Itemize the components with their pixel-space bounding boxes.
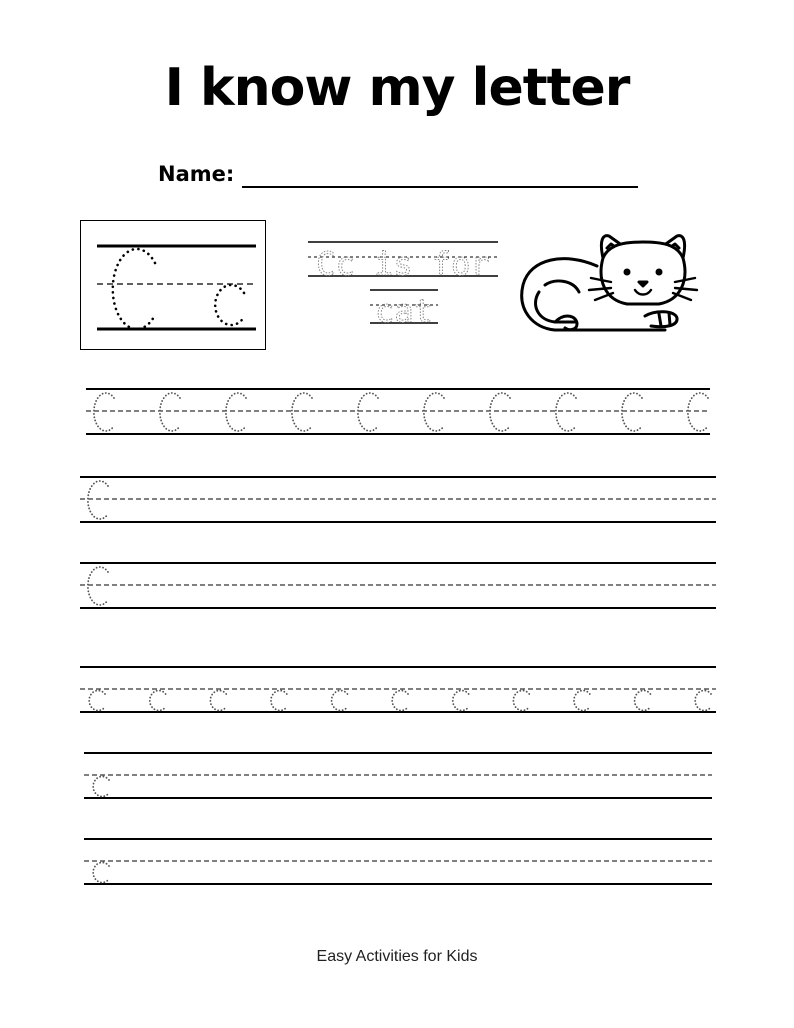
- phrase-line-2: cat: [375, 292, 433, 330]
- trace-lowercase-c: [635, 691, 651, 711]
- practice-row-lowercase-repeat[interactable]: [80, 664, 716, 718]
- trace-lowercase-c: [93, 863, 109, 883]
- trace-lowercase-c: [695, 691, 711, 711]
- name-label: Name:: [158, 162, 235, 186]
- model-letter-box: [80, 220, 266, 350]
- trace-uppercase-c: [490, 393, 510, 431]
- trace-uppercase-c: [94, 393, 114, 431]
- practice-row-uppercase-1[interactable]: [80, 474, 716, 528]
- phrase-trace: [300, 232, 505, 332]
- trace-lowercase-c: [93, 777, 109, 797]
- trace-lowercase-c: [89, 691, 105, 711]
- trace-uppercase-c: [88, 567, 108, 605]
- trace-uppercase-c: [88, 481, 108, 519]
- trace-lowercase-c: [210, 691, 226, 711]
- trace-uppercase-c: [226, 393, 246, 431]
- practice-row-uppercase-2[interactable]: [80, 560, 716, 614]
- trace-uppercase-c: [292, 393, 312, 431]
- trace-uppercase-c: [556, 393, 576, 431]
- trace-uppercase-c: [424, 393, 444, 431]
- model-uppercase-c: [113, 249, 155, 329]
- trace-lowercase-c: [392, 691, 408, 711]
- practice-row-uppercase-repeat[interactable]: [86, 386, 710, 440]
- cat-icon: [515, 230, 705, 340]
- practice-row-lowercase-1[interactable]: [84, 750, 712, 804]
- phrase-line-1: Cc is for: [316, 245, 490, 283]
- model-lowercase-c: [215, 285, 244, 325]
- name-field[interactable]: [158, 160, 638, 192]
- worksheet-title: I know my letter: [164, 58, 630, 118]
- trace-lowercase-c: [271, 691, 287, 711]
- trace-uppercase-c: [160, 393, 180, 431]
- trace-uppercase-c: [358, 393, 378, 431]
- trace-lowercase-c: [513, 691, 529, 711]
- trace-lowercase-c: [332, 691, 348, 711]
- trace-lowercase-c: [453, 691, 469, 711]
- trace-lowercase-c: [574, 691, 590, 711]
- name-write-line[interactable]: [242, 186, 638, 188]
- trace-uppercase-c: [622, 393, 642, 431]
- trace-lowercase-c: [150, 691, 166, 711]
- practice-row-lowercase-2[interactable]: [84, 836, 712, 890]
- trace-uppercase-c: [688, 393, 708, 431]
- model-letter-svg: [81, 221, 267, 351]
- footer-credit: Easy Activities for Kids: [316, 948, 478, 965]
